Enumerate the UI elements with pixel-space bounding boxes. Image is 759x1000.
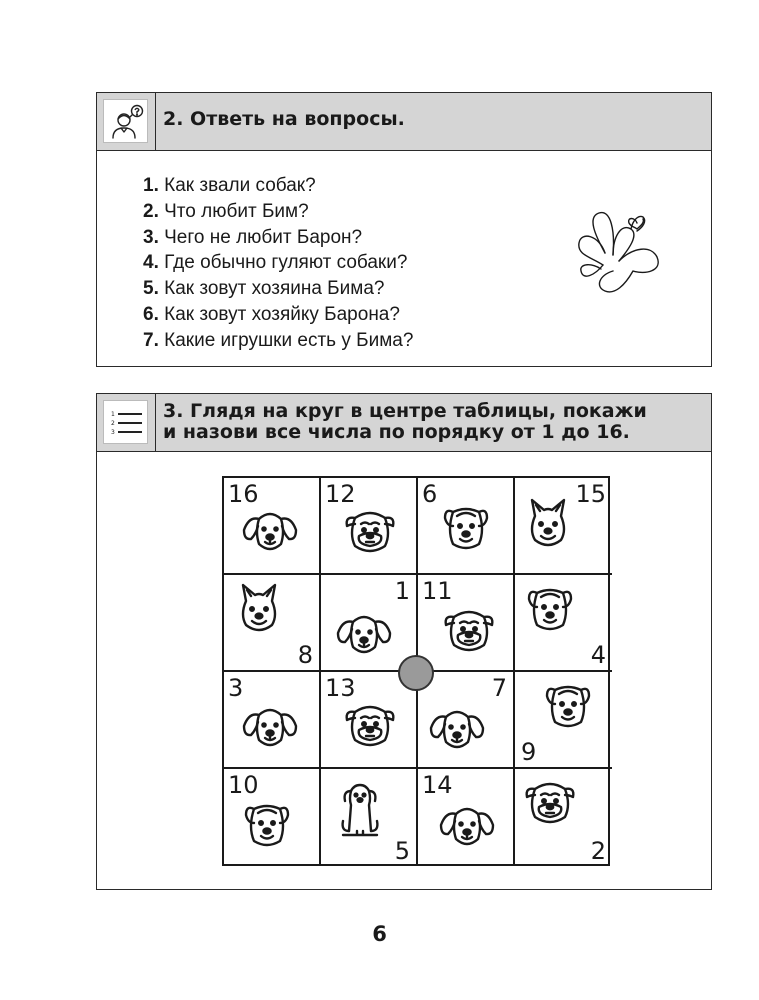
task-3-block — [96, 393, 712, 890]
question-item: 6. Как зовут хозяйку Барона? — [143, 303, 400, 325]
number-grid — [222, 476, 610, 866]
dog-icon — [519, 581, 581, 639]
task-2-block — [96, 92, 712, 367]
question-item: 5. Как зовут хозяина Бима? — [143, 278, 385, 300]
dog-icon — [517, 496, 579, 554]
page-number: 6 — [372, 922, 387, 946]
grid-cell — [321, 575, 418, 672]
cell-number: 7 — [491, 674, 507, 702]
cell-number: 6 — [422, 480, 438, 508]
dog-icon — [426, 702, 488, 760]
task-2-icon-cell — [97, 93, 156, 150]
grid-cell — [224, 769, 321, 866]
cell-number: 14 — [422, 771, 453, 799]
dog-icon — [537, 678, 599, 736]
dog-icon — [236, 797, 298, 855]
dog-icon — [239, 504, 301, 562]
grid-cell — [321, 769, 418, 866]
svg-text:2: 2 — [111, 420, 115, 427]
cell-number: 16 — [228, 480, 259, 508]
cell-number: 2 — [590, 837, 606, 865]
question-item: 7. Какие игрушки есть у Бима? — [143, 329, 414, 351]
center-circle — [398, 655, 434, 691]
task-3-title: 3. Глядя на круг в центре таблицы, покажи и назови все числа по порядку от 1 до 16. — [163, 400, 647, 443]
svg-text:3: 3 — [111, 429, 115, 436]
grid-cell — [515, 672, 612, 769]
task-3-icon-cell — [97, 394, 156, 451]
numbered-list-icon — [103, 400, 148, 444]
dog-icon — [339, 698, 401, 756]
grid-cell — [418, 672, 515, 769]
dog-icon — [438, 603, 500, 661]
cell-number: 15 — [575, 480, 606, 508]
dog-icon — [436, 799, 498, 857]
dog-icon — [239, 700, 301, 758]
grid-cell — [515, 769, 612, 866]
grid-cell — [418, 575, 515, 672]
grid-cell — [321, 478, 418, 575]
dog-icon — [435, 500, 497, 558]
grid-cell — [418, 478, 515, 575]
paw-line-art-icon — [573, 205, 665, 300]
dog-icon — [333, 607, 395, 665]
question-item: 1. Как звали собак? — [143, 175, 316, 196]
cell-number: 13 — [325, 674, 356, 702]
task-2-header — [97, 93, 711, 151]
cell-number: 8 — [297, 641, 313, 669]
grid-cell — [224, 672, 321, 769]
sitting-dog-icon — [329, 779, 391, 841]
grid-cell — [515, 575, 612, 672]
task-3-header — [97, 394, 711, 452]
cell-number: 4 — [590, 641, 606, 669]
dog-icon — [339, 504, 401, 562]
cell-number: 9 — [521, 738, 537, 766]
cell-number: 5 — [394, 837, 410, 865]
grid-cell — [224, 478, 321, 575]
question-item: 3. Чего не любит Барон? — [143, 226, 363, 248]
grid-cell — [224, 575, 321, 672]
thinking-person-icon — [103, 99, 148, 143]
cell-number: 1 — [394, 577, 410, 605]
cell-number: 3 — [228, 674, 244, 702]
question-item: 4. Где обычно гуляют собаки? — [143, 252, 408, 274]
dog-icon — [519, 775, 581, 833]
dog-icon — [228, 581, 290, 639]
grid-cell — [418, 769, 515, 866]
question-item: 2. Что любит Бим? — [143, 200, 309, 222]
task-2-title: 2. Ответь на вопросы. — [163, 108, 405, 130]
questions-list — [143, 173, 413, 354]
cell-number: 12 — [325, 480, 356, 508]
cell-number: 11 — [422, 577, 453, 605]
cell-number: 10 — [228, 771, 259, 799]
svg-text:1: 1 — [111, 411, 115, 418]
grid-cell — [515, 478, 612, 575]
